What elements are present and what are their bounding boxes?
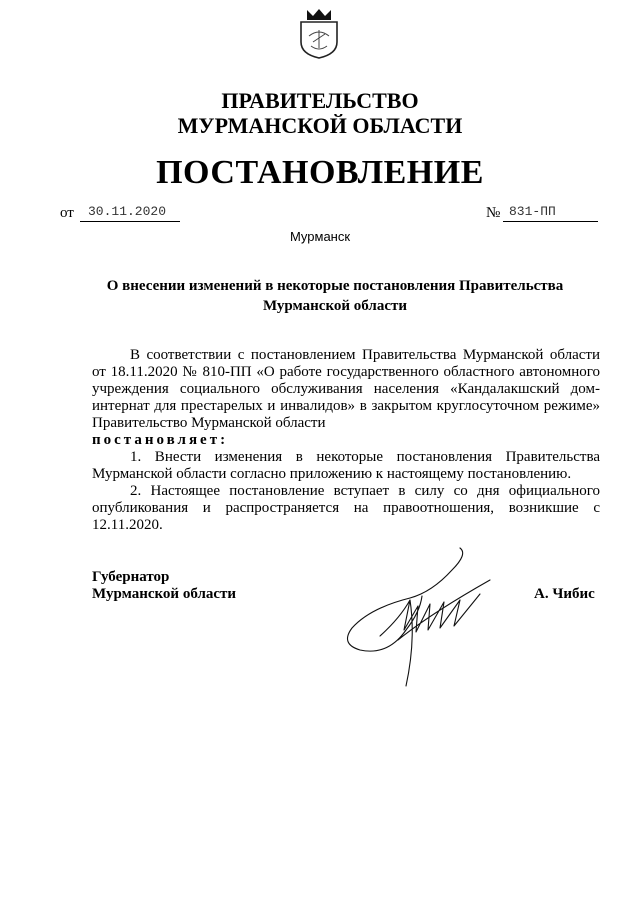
- org-name-line2: МУРМАНСКОЙ ОБЛАСТИ: [177, 113, 463, 138]
- item-1-paragraph: 1. Внести изменения в некоторые постановления Правительства Мурманской области согласно приложению к настоящему постановлению.: [92, 449, 600, 482]
- item-2-paragraph: 2. Настоящее постановление вступает в силу со дня официального опубликования и распространяется на правоотношения, возникшие с 12.11.2020.: [92, 483, 600, 533]
- number-label: №: [486, 205, 501, 221]
- signer-name: А. Чибис: [534, 586, 595, 602]
- date-label: от: [60, 205, 74, 221]
- subject-line1: О внесении изменений в некоторые постановления Правительства: [106, 278, 564, 294]
- number-field: [503, 203, 598, 222]
- number-value: 831-ПП: [509, 204, 556, 219]
- coat-of-arms-icon: [297, 6, 341, 60]
- handwritten-signature: [340, 540, 510, 690]
- signer-position-line2: Мурманской области: [92, 586, 237, 602]
- date-value: 30.11.2020: [88, 204, 167, 219]
- date-field: [80, 203, 180, 222]
- signer-position-line1: Губернатор: [92, 569, 170, 585]
- city-name: Мурманск: [289, 229, 351, 244]
- org-name-line1: ПРАВИТЕЛЬСТВО: [221, 88, 419, 113]
- preamble-paragraph: В соответствии с постановлением Правительства Мурманской области от 18.11.2020 № 810-ПП «О работе государственного областного автономного учреждения социального обслуживания населения «Кандалакшский дом-интернат для престарелых и инвалидов» в закрытом круглосуточном режиме» Правительство Мурманской области: [92, 347, 600, 431]
- document-body: [92, 347, 600, 534]
- document-type-title: ПОСТАНОВЛЕНИЕ: [156, 154, 484, 191]
- subject-line2: Мурманской области: [262, 298, 408, 314]
- decision-keyword: постановляет:: [92, 432, 229, 448]
